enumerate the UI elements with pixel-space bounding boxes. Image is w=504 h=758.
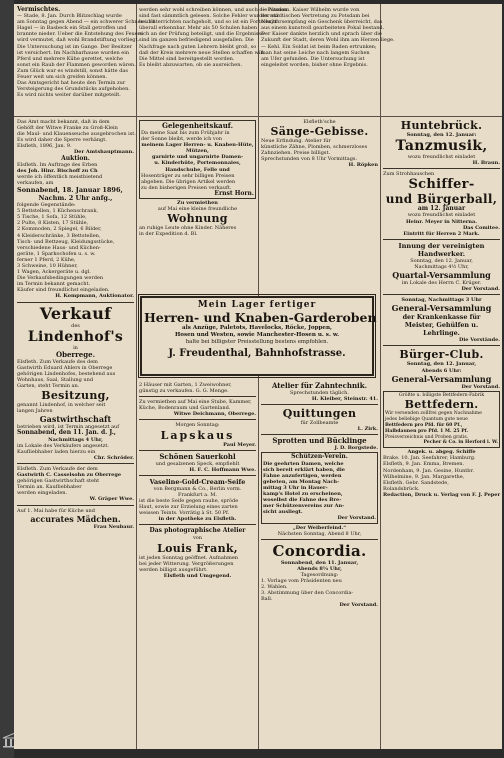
text-line: Gastwirth C. Casselsohn zu Oberrege — [17, 472, 121, 479]
ad-title: Huntebrück. — [400, 119, 483, 132]
text-line: Ball. — [261, 596, 273, 603]
text-line: werden billigst ausgeführt. — [139, 566, 208, 573]
text-line: sonst ein Raub der Flammen geworden wären. — [17, 61, 136, 68]
text-line: — Potsdam. Kaiser Wilhelm wurde von — [261, 7, 360, 13]
text-line: des — [71, 322, 80, 329]
text-line: Neue Erfindung. Atelier für — [261, 138, 331, 145]
banner-signature: J. Freudenthal, Bahnhofstrasse. — [168, 348, 346, 359]
text-line: Elsfleth'sche — [303, 119, 336, 125]
text-line: von Bergmann & Co., Berlin vorm. — [153, 485, 242, 492]
signature: Paul Meyer. — [223, 441, 256, 448]
text-line: meinem Lager Herren- u. Knaben-Hüte, — [141, 142, 254, 149]
text-line: gehörigen Gastwirthschaft steht — [17, 478, 100, 485]
text-line: Bettfedern pro Pfd. für 60 Pf., — [385, 423, 463, 429]
text-line: Mützen, — [186, 148, 209, 155]
text-line: von — [192, 535, 203, 542]
text-line: Das Amtsgericht hat heute den Termin zur — [17, 80, 126, 87]
text-line: die Maul- und Klauenseuche ausgebrochen ist. — [17, 131, 136, 138]
signature: Witwe Deichmann, Oberrege. — [173, 411, 256, 418]
text-line: Elsfleth und Umgegend. — [163, 572, 232, 579]
text-line: 5 Bettstellen, 1 Küchenschrank, — [17, 208, 99, 215]
text-line: mer Schützenvereins zur An- — [263, 503, 345, 510]
text-line: brannte nieder. Ueber die Entstehung des Feuers — [17, 31, 143, 38]
ad-title: Tanzmusik, — [395, 138, 488, 155]
text-line: Käufer sind freundlichst eingeladen. — [17, 287, 110, 294]
text-line: Lehrlinge. — [423, 329, 460, 338]
text-line: für Zollbeamte — [300, 420, 339, 427]
text-line: 1 Wagen, Ackergeräte u. dgl. — [17, 269, 91, 276]
text-line: ist jeden Sonntag geöffnet. Aufnahmen — [139, 554, 239, 561]
text-line: der Krankenkasse für — [402, 313, 481, 322]
signature: H. Röpken — [348, 162, 378, 169]
signature: Der Vorstand. — [337, 515, 376, 522]
text-line: 2 Häuser mit Garten, 1 Zweiwohner, — [139, 382, 232, 388]
text-line: Zahnziehen. Preise billigst. — [261, 150, 331, 157]
text-line: daß der Kreis mehrere neue Stellen schaffen will. — [139, 49, 266, 56]
news-column-2 — [139, 7, 288, 113]
text-line: Kaufliebhaber laden hierzu ein — [17, 448, 96, 455]
text-line: Elsfleth. Im Auftrage des Erben — [17, 161, 98, 168]
text-line: Zum Strohhauschen — [383, 171, 435, 178]
text-line: Das Amt macht bekannt, daß in dem — [17, 119, 110, 125]
text-line: Da meine Saat bis zum Frühjahr in — [141, 130, 230, 136]
text-line: Abends 8¼ Uhr, — [297, 565, 342, 572]
signature: H. Braun. — [472, 160, 500, 167]
text-line: Die Mittel sind bereitgestellt worden. — [139, 55, 235, 62]
signature: Frau Neubaur. — [93, 523, 134, 530]
text-line: Handschuhe, Felle und — [165, 166, 230, 173]
signature: J. D. Borgstede. — [334, 445, 378, 452]
text-line: 3. Abstimmung über den Concordia- — [261, 590, 354, 597]
ad-title: Besitzung, — [41, 389, 110, 403]
text-line: Nachfrage nach guten Lehrern bleibt groß, so — [139, 43, 257, 50]
text-line: Hosen und Westen, sowie Manchester-Hosen u. s. w. — [174, 332, 340, 338]
ad-title: General-Versammlung — [391, 303, 492, 314]
text-line: Termin an. Kaufliebhaber — [17, 484, 82, 491]
text-line: Feuer weit um sich greifen können. — [17, 74, 108, 81]
text-line: Küche, Bodenraum und Gartenland. — [139, 405, 231, 412]
news-column-1 — [17, 6, 155, 113]
text-line: Sonnabend, den 11. Januar, — [280, 559, 359, 566]
text-line: sich an der Prüfung beteiligt, und die Ergebnisse — [139, 31, 264, 38]
text-line: Elsfleth. Gebr. Sandstede, — [383, 479, 449, 486]
text-line: Elsfleth, 9. Jan. Emma, Bremen. — [383, 461, 465, 468]
ad-title: General-Versammlung — [391, 373, 492, 384]
garderobe-banner — [140, 296, 377, 376]
text-line: im Termin bekannt gemacht. — [17, 281, 91, 288]
text-line: 2 Pulte, 8 Kisten, 17 Stühle, — [17, 220, 89, 227]
text-line: sicht ausliegt. — [263, 509, 303, 516]
text-line: Haut, sowie zur Erzielung eines zarten — [139, 504, 238, 511]
text-line: Garten, steht Termin an. — [17, 383, 80, 390]
ad-title: Angek. u. abgeg. Schiffe — [407, 449, 476, 456]
text-line: ist versichert. Im Nachbarhause wurden ein — [17, 49, 130, 56]
ad-title: Wohnung — [167, 212, 228, 226]
signature: Pecher & Co. in Herford i. W. — [423, 440, 498, 446]
text-line: Sonntag, den 12. Januar, — [410, 257, 473, 264]
ad-title: Quartal-Versammlung — [392, 270, 491, 281]
text-line: — Stade, 8. Jan. Durch Blitzschlag wurde — [17, 13, 122, 20]
ad-title: Innung der vereinigten Handwerker. — [398, 241, 485, 258]
ad-subtitle: Oberrege. — [55, 349, 96, 359]
text-line: 5 Tische, 1 Sofa, 12 Stühle, — [17, 214, 87, 221]
section-heading: Vermischtes. — [17, 6, 61, 13]
signature: Ernst Horn. — [214, 189, 254, 197]
text-line: wird vermutet, daß wohl Brandstiftung vorliegt. — [17, 37, 140, 44]
text-line: der städtischen Vertretung zu Potsdam bei — [261, 13, 370, 20]
text-line: Pferd und mehrere Kühe gerettet, welche — [17, 55, 123, 62]
text-line: Sonnabend, den 11. Jan. d. J., — [17, 429, 116, 437]
ad-title: und Bürgerball, — [385, 192, 498, 207]
text-line: Rolandsbrück. — [383, 485, 420, 492]
ad-title: Gelegenheitskauf. — [161, 121, 234, 130]
ad-subtitle: Gastwirthschaft — [39, 414, 112, 425]
text-line: Sonntag, den 12. Januar, — [406, 361, 477, 368]
text-line: 3 Schweine, 10 Hühner, — [17, 262, 78, 269]
text-line: bei jeder Witterung. Vergrößerungen — [139, 560, 234, 567]
text-line: Nachmittags 4½ Uhr, — [414, 263, 469, 270]
text-line: am Sonntag gegen Abend — ein schwerer Schnee und — [17, 19, 155, 26]
text-line: günstig zu verkaufen. G. G. Menge. — [139, 388, 229, 395]
text-line: 2. Wahlen. — [261, 584, 288, 591]
text-line: Die geehrten Damen, welche — [263, 460, 344, 467]
newspaper-page — [14, 4, 502, 749]
text-line: Wohnhaus, Saal, Stallung und — [17, 377, 94, 383]
signature: H. F. C. Hoffmann Wwe. — [189, 466, 256, 473]
signature: W. Gräper Wwe. — [89, 496, 134, 503]
text-line: Preisverzeichnis und Proben gratis. — [385, 434, 469, 440]
text-line: Der Kaiser dankte herzlich und sprach über die — [261, 31, 382, 38]
ad-title: Lapskaus — [160, 428, 235, 442]
text-line: auf Mai eine kleine freundliche — [157, 206, 238, 213]
text-line: im Lokale des Verkäufers angesetzt. — [17, 442, 109, 449]
text-line: Zum Glück war es windstill, sonst hätte das — [17, 67, 128, 74]
text-line: Elsfleth, 1896, Jan. 9. — [17, 143, 72, 150]
text-line: der Sonne bleibt, werde ich von — [141, 136, 222, 143]
imprint: Redaction, Druck u. Verlag von F. J. Peper — [383, 491, 501, 498]
text-line: Gehöft der Witwe Franke zu Groß-Klein — [17, 125, 118, 132]
text-line: Die Untersuchung ist im Gange. Der Besitzer — [17, 43, 132, 50]
text-line: Tisch- und Bettzeug, Kleidungsstücke, — [17, 238, 115, 245]
text-line: werden sehr wohl schreiben können, und auch die Namen — [139, 7, 288, 13]
text-line: gehörigen Lindenhofes, bestehend aus — [17, 370, 116, 377]
text-line: Versteigerung des Grundstücks aufgehoben. — [17, 86, 130, 93]
text-line: Abends 6 Uhr: — [421, 367, 462, 374]
signature: Der Vorstand. — [461, 383, 500, 390]
text-line: Sprechstunden von 8 Uhr Vormittags. — [261, 156, 358, 163]
text-line: des Joh. Hinr. Bischoff zu Ch — [17, 167, 98, 174]
ad-title: Concordia. — [272, 541, 367, 560]
signature: Der Vorstand. — [461, 286, 500, 293]
ad-title: Sprotten und Bücklinge — [272, 436, 367, 446]
ad-title: Verkauf — [39, 303, 112, 323]
text-line: Tagesordnung: — [300, 571, 339, 578]
signature: L. Zirk. — [357, 426, 378, 433]
signature: Der Vorstand. — [339, 602, 378, 609]
scan-edge — [0, 0, 14, 758]
ads-column-3-bottom — [261, 382, 378, 747]
ad-title: Schiffer- — [408, 177, 475, 193]
text-line: Nordenham, 9. Jan. Gesine, Huntbr. — [383, 467, 474, 474]
signature: Chr. Schröder. — [93, 454, 134, 461]
signature: H. Kleiber, Steinstr. 41. — [311, 396, 378, 403]
text-line: Frankfurt a. M. — [177, 491, 218, 498]
ad-title: Das photographische Atelier — [149, 527, 246, 535]
ad-title: Sänge-Gebisse. — [270, 125, 369, 139]
text-line: Heinr. Meyer in Nitterna. — [405, 218, 478, 225]
ad-title: Bettfedern. — [404, 398, 479, 412]
text-line: verkaufen, am — [17, 179, 54, 186]
text-line: weissen Teints. Vorrätig à St. 50 Pf. — [139, 510, 230, 517]
text-line: kamp's Hotel zu erscheinen, — [263, 491, 343, 498]
text-line: mittag 3 Uhr in Hauer- — [263, 484, 328, 491]
text-line: sich bereit erklärt haben, die — [263, 466, 345, 473]
text-line: Zukunft der Stadt, deren Wohl ihm am Herzen liege. — [261, 37, 395, 44]
text-line: Gastwirth Eduard Ahlers in Oberrege — [17, 364, 113, 371]
text-line: sind im ganzen befriedigend ausgefallen. Die — [139, 37, 254, 44]
text-line: Auf 1. Mai habe für Küche und — [17, 507, 95, 514]
text-line: Zu vermiethen — [177, 200, 218, 207]
text-line: „Der Weiberfeind.“ — [292, 524, 347, 531]
text-line: zu den bisherigen Preisen verkauft. — [141, 184, 232, 191]
text-line: halte bei billigster Preisstellung bestens empfohlen. — [185, 339, 329, 345]
text-line: sind fast sämmtlich gelesen. Solche Fehler wurden nur — [139, 13, 279, 20]
text-line: langen Jahren — [17, 408, 53, 415]
text-line: in der Expedition d. Bl. — [139, 231, 198, 238]
text-line: Nächsten Sonntag, Abend 8 Uhr, — [277, 530, 362, 537]
text-line: wozu freundlichst einladet — [407, 154, 476, 161]
auction-date: Sonnabend, 18. Januar 1896, — [17, 186, 123, 195]
text-line: Hosenträger zu sehr billigen Preisen — [141, 172, 235, 179]
ad-title: Louis Frank, — [157, 541, 238, 555]
signature: Die Vorstände. — [459, 337, 500, 344]
text-line: Neujahrsempfang ein Geschenk überreicht, das — [261, 19, 383, 26]
ads-column-2-top — [139, 119, 256, 314]
text-line: abgeben. Die übrigen Artikel werden — [141, 178, 236, 185]
text-line: Es wird daher die Sperre verhängt. — [17, 137, 107, 144]
text-line: Nachmittags 4 Uhr, — [48, 436, 103, 443]
text-line: betrieben wird, ist Termin angesetzt auf — [17, 424, 120, 431]
text-line: Elsfleth. Zum Verkaufe der dem — [17, 465, 98, 472]
text-line: Wilhelmine, 9. Jan. Margarethe, — [383, 473, 465, 480]
text-line: jedes beliebige Quantum gute neue — [385, 417, 468, 423]
auction-time: Nachm. 2 Uhr anfg., — [38, 194, 113, 203]
text-line: eingeleitet worden, bisher ohne Ergebnis. — [261, 61, 368, 68]
text-line: genannt Lindenhof, in welcher seit — [17, 402, 106, 409]
text-line: 1. Vorlage vom Präsidenten neu — [261, 577, 342, 584]
text-line: Zu vermiethen auf Mai eine Stube, Kammer, — [139, 399, 252, 406]
text-line: Halbdaunen pro Pfd. 1 M. 25 Pf. — [385, 428, 469, 434]
text-line: ist die beste Seife gegen rauhe, spröde — [139, 498, 239, 505]
ads-column-1 — [17, 119, 134, 747]
ad-title: Schützen-Verein. — [291, 453, 348, 461]
text-line: bei Unterrichten nachgeholt, und so ist ein Fortschritt — [139, 19, 278, 26]
text-line: — Kehl. Ein Soldat ist beim Baden ertrunken; — [261, 43, 377, 50]
text-line: Wir versenden zollfrei gegen Nachnahme — [385, 411, 482, 417]
section-rule — [14, 116, 502, 117]
text-line: Sonntag, Nachmittags 3 Uhr — [401, 297, 482, 304]
text-line: Morgen Sonntag: — [175, 422, 220, 429]
text-line: verschiedene Haus- und Küchen- — [17, 244, 101, 251]
text-line: aus einem kunstvoll gearbeiteten Pokal bestand. — [261, 25, 385, 32]
news-column-3 — [261, 7, 499, 113]
text-line: Die Verkaufsbedingungen werden — [17, 275, 104, 282]
ads-column-4 — [383, 119, 500, 747]
text-line: künstliche Zähne, Plomben, schmerzloses — [261, 144, 368, 151]
text-line: Hagel — in Basbeck ein Stall getroffen und — [17, 25, 127, 32]
ad-title: Vaseline-Gold-Cream-Seife — [149, 477, 246, 486]
text-line: Fahne anzufertigen, werden — [263, 472, 342, 479]
signature: Das Comitee. — [462, 224, 500, 231]
text-line: 4 Kleiderschränke, 3 Bettstellen, — [17, 232, 101, 239]
text-line: gebeten, am Montag Nach- — [263, 478, 340, 485]
ad-heading: Auktion. — [61, 154, 90, 162]
ads-column-2-bottom — [139, 382, 256, 747]
text-line: Meister, Gehülfen u. — [404, 321, 479, 330]
text-line: 2 Kommoden, 2 Spiegel, 6 Bilder, — [17, 226, 102, 233]
text-line: Größte u. billigste Bettfedern-Fabrik — [398, 392, 485, 398]
ad-title: Bürger-Club. — [399, 348, 484, 362]
banner-heading: Mein Lager fertiger — [197, 300, 317, 310]
text-line: am Ufer gefunden. Die Untersuchung ist — [261, 55, 365, 62]
text-line: woselbst die Fahne des Bre- — [263, 497, 342, 504]
text-line: überall erkennbar. Mehr als 50 Schulen haben — [139, 25, 258, 32]
ad-title: Atelier für Zahntechnik. — [271, 381, 368, 390]
text-line: Eintritt für Herren 2 Mark. — [403, 230, 480, 237]
text-line: und gesalzenen Speck, empfiehlt — [155, 460, 240, 467]
ad-title: accurates Mädchen. — [30, 513, 121, 524]
text-line: ferner 1 Pferd, 2 Kühe, — [17, 256, 76, 263]
signature: Der Amtshauptmann. — [73, 149, 134, 156]
banner-title: Herren- und Knaben-Garderoben — [144, 310, 377, 325]
ad-title: Lindenhof's — [27, 328, 124, 345]
ad-title: Schönen Sauerkohl — [159, 451, 236, 461]
text-line: am 12. Januar — [417, 205, 466, 213]
text-line: in der Apotheke zu Elsfleth. — [158, 516, 237, 523]
text-line: werden eingeladen. — [17, 490, 68, 497]
ad-title: Quittungen — [282, 407, 357, 421]
text-line: werde ich öffentlich meistbietend — [17, 173, 103, 180]
text-line: u. Kinderhüte, Portemonnaies, — [154, 160, 241, 167]
signature: H. Kompmann, Auktionator. — [55, 293, 134, 300]
text-line: wozu freundlichst einladet — [407, 212, 476, 219]
text-line: geräte, 1 Sparkochofen u. s. w. — [17, 250, 96, 257]
text-line: Sonntag, den 12. Januar: — [406, 132, 477, 138]
text-line: garnirte und ungarnirte Damen- — [151, 154, 244, 161]
text-line: Sprechstunden täglich. — [290, 390, 349, 396]
text-line: an ruhige Leute ohne Kinder. Näheres — [139, 225, 237, 232]
text-line: in — [73, 344, 78, 351]
text-line: als Anzüge, Paletots, Havelocks, Röcke, Joppen, — [182, 325, 332, 331]
text-line: Es wird nichts weiter darüber mitgeteilt. — [17, 92, 121, 99]
ads-column-3-top — [261, 119, 378, 294]
text-line: man hat seine Leiche nach langem Suchen — [261, 49, 370, 56]
text-line: Brake. 10. Jan. Seefahrer, Hamburg. — [383, 455, 476, 462]
text-line: folgende Gegenstände: — [17, 202, 76, 209]
text-line: Es bleibt abzuwarten, ob sie ausreichen. — [139, 61, 243, 68]
text-line: im Lokale des Herrn C. Krüger. — [401, 280, 482, 287]
text-line: Elsfleth. Zum Verkaufe des dem — [17, 358, 98, 365]
